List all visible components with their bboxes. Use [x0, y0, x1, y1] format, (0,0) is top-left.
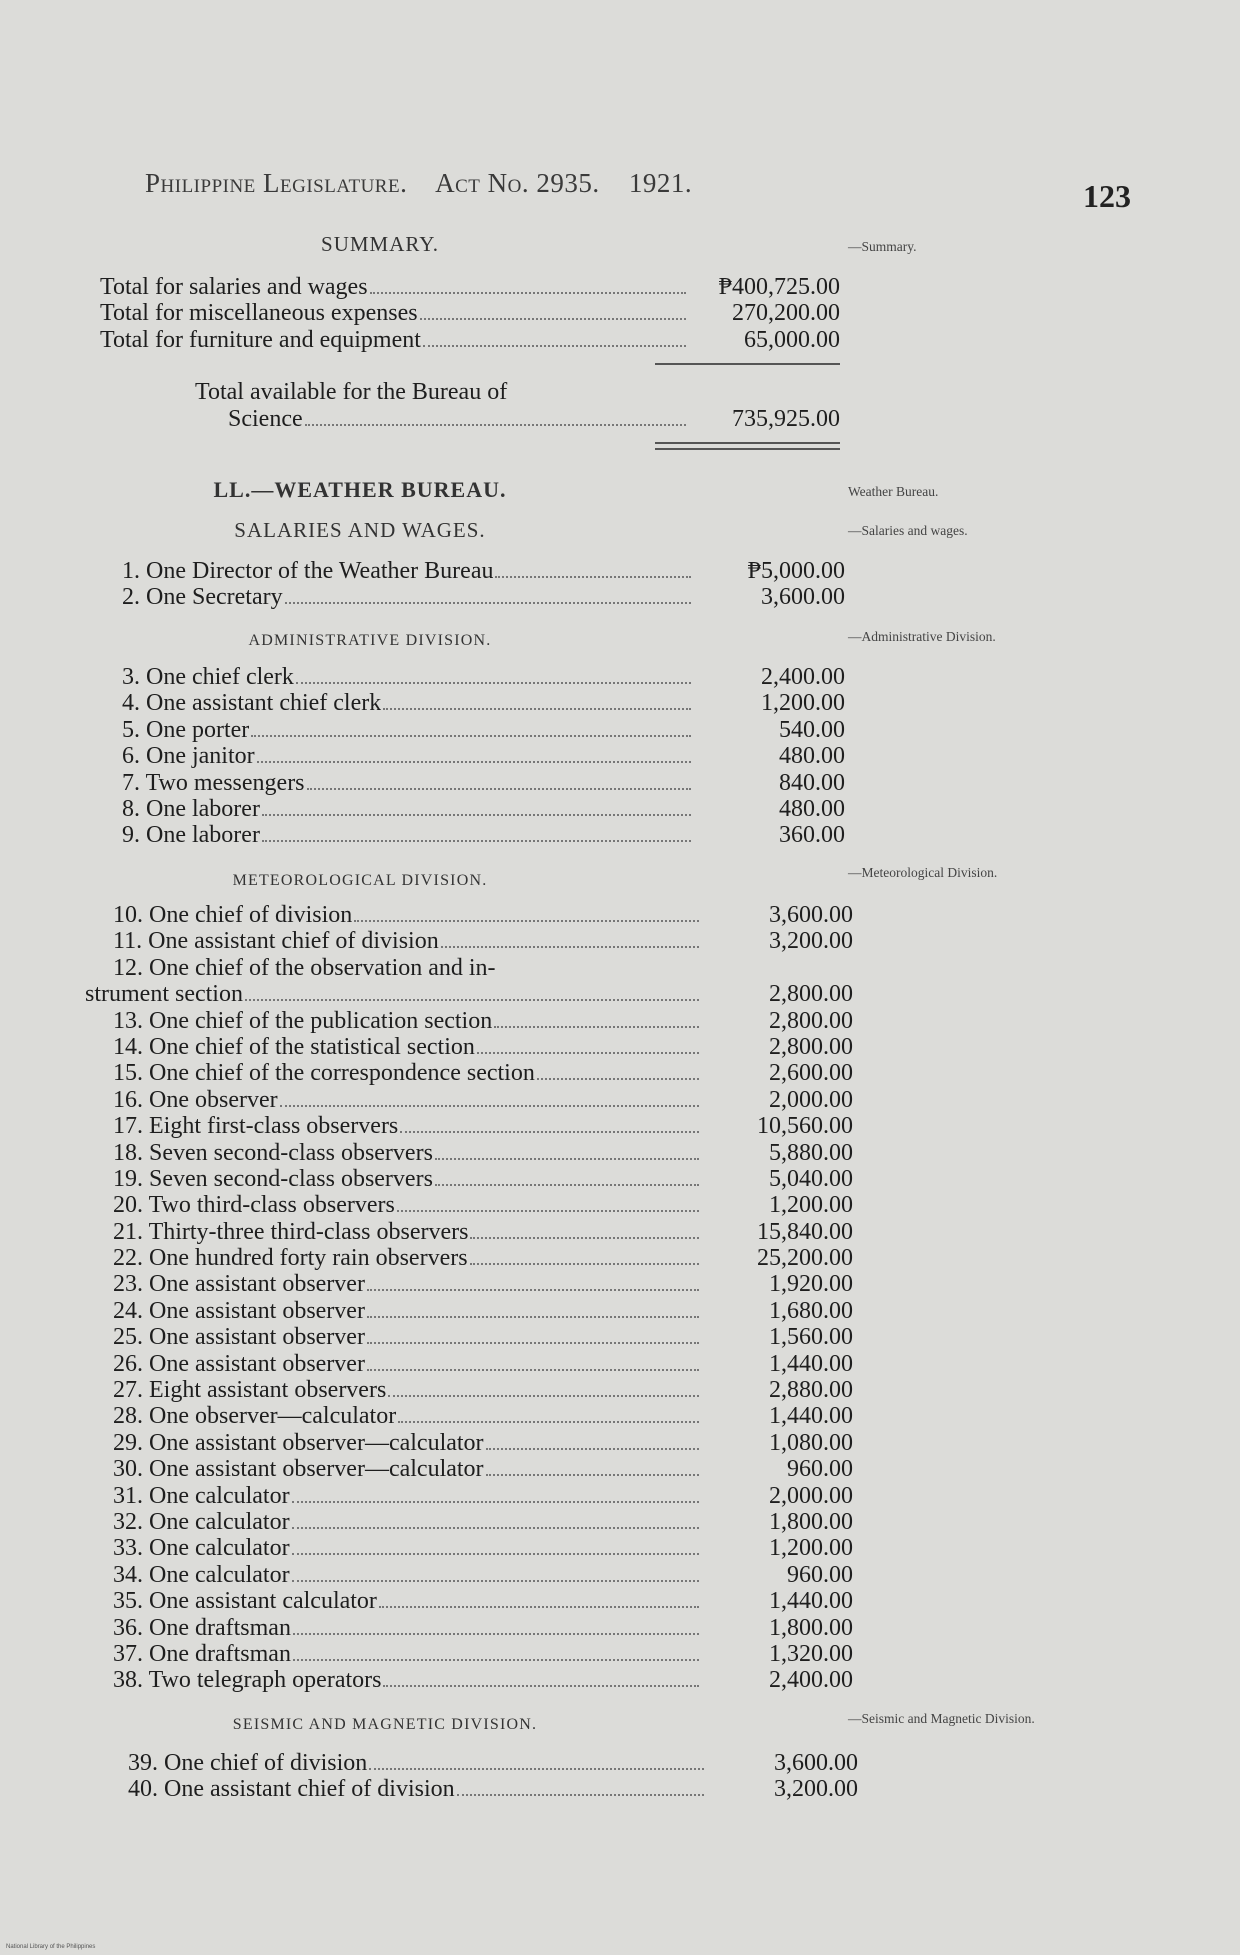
list-item: 38. Two telegraph operators 2,400.00	[113, 1667, 853, 1694]
list-item: 6. One janitor 480.00	[122, 743, 845, 770]
list-item: 28. One observer—calculator 1,440.00	[113, 1403, 853, 1430]
summary-row	[100, 274, 840, 300]
list-item: 23. One assistant observer 1,920.00	[113, 1271, 853, 1298]
list-item: 14. One chief of the statistical section 2,800.00	[113, 1033, 853, 1060]
salaries-heading-wrap	[100, 518, 680, 543]
salaries-sidenote: —Salaries and wages.	[848, 523, 968, 538]
list-item: 30. One assistant observer—calculator 960.00	[113, 1456, 853, 1483]
row-label: Total for miscellaneous expenses	[100, 300, 418, 327]
page-number: 123	[1083, 178, 1131, 214]
list-item: 36. One draftsman 1,800.00	[113, 1614, 853, 1641]
row-amount: ₱400,725.00	[718, 274, 840, 300]
list-item: 4. One assistant chief clerk 1,200.00	[122, 690, 845, 717]
act-number: Act No. 2935.	[435, 168, 600, 198]
list-item: 1. One Director of the Weather Bureau ₱5,000.00	[122, 558, 845, 584]
dot-leader	[423, 345, 686, 347]
seismic-list	[100, 1750, 858, 1803]
list-item: 11. One assistant chief of division 3,200.00	[113, 928, 853, 955]
list-item: 16. One observer 2,000.00	[113, 1086, 853, 1113]
summary-heading: SUMMARY.	[321, 232, 439, 256]
meteo-heading-wrap	[100, 872, 680, 890]
summary-row	[100, 300, 840, 326]
legislature-title: Philippine Legislature.	[145, 168, 408, 198]
list-item: 31. One calculator 2,000.00	[113, 1482, 853, 1509]
admin-heading: ADMINISTRATIVE DIVISION.	[248, 632, 492, 649]
subtotal-rule	[655, 363, 840, 365]
list-item: 2. One Secretary 3,600.00	[122, 584, 845, 611]
seismic-heading-wrap	[100, 1716, 670, 1734]
row-label: Total for salaries and wages	[100, 274, 368, 300]
bureau-heading-wrap	[100, 477, 680, 503]
list-item: 10. One chief of division 3,600.00	[113, 902, 853, 928]
bureau-sidenote: Weather Bureau.	[848, 484, 939, 499]
list-item: 17. Eight first-class observers 10,560.00	[113, 1113, 853, 1140]
admin-heading-wrap	[100, 632, 680, 650]
summary-sidenote: —Summary.	[848, 239, 917, 254]
seismic-sidenote: —Seismic and Magnetic Division.	[848, 1711, 1035, 1726]
meteo-sidenote: —Meteorological Division.	[848, 865, 998, 880]
admin-list	[100, 664, 845, 849]
list-item: 29. One assistant observer—calculator 1,080.00	[113, 1429, 853, 1456]
list-item: 19. Seven second-class observers 5,040.00	[113, 1165, 853, 1192]
list-item: 37. One draftsman 1,320.00	[113, 1640, 853, 1667]
seismic-heading: SEISMIC AND MAGNETIC DIVISION.	[232, 1716, 538, 1733]
running-head	[145, 168, 692, 199]
total-line1: Total available for the Bureau of	[195, 379, 508, 406]
dot-leader	[305, 424, 686, 426]
list-item: 40. One assistant chief of division 3,200.00	[128, 1776, 858, 1803]
summary-list	[100, 274, 840, 450]
list-item: 32. One calculator 1,800.00	[113, 1508, 853, 1535]
list-item-wrapped: 12. One chief of the observation and in-	[113, 954, 496, 981]
list-item: 20. Two third-class observers 1,200.00	[113, 1192, 853, 1219]
summary-row	[100, 327, 840, 353]
bureau-heading: LL.—WEATHER BUREAU.	[213, 477, 507, 502]
list-item: 7. Two messengers 840.00	[122, 769, 845, 796]
total-rule	[655, 442, 840, 450]
list-item: 3. One chief clerk 2,400.00	[122, 664, 845, 690]
list-item: 25. One assistant observer 1,560.00	[113, 1324, 853, 1351]
list-item: 39. One chief of division 3,600.00	[128, 1750, 858, 1776]
dot-leader	[370, 292, 686, 294]
act-year: 1921.	[628, 168, 693, 198]
list-item: 26. One assistant observer 1,440.00	[113, 1350, 853, 1377]
bureau-list	[100, 558, 845, 611]
total-line2: Science 735,925.00	[228, 405, 840, 432]
list-item: 5. One porter 540.00	[122, 716, 845, 743]
meteo-list	[85, 902, 853, 1694]
list-item: 34. One calculator 960.00	[113, 1561, 853, 1588]
list-item: 15. One chief of the correspondence section 2,600.00	[113, 1060, 853, 1087]
list-item: 8. One laborer 480.00	[122, 795, 845, 822]
row-amount: 65,000.00	[744, 326, 840, 353]
list-item: 9. One laborer 360.00	[122, 822, 845, 849]
list-item: 24. One assistant observer 1,680.00	[113, 1297, 853, 1324]
scan-credit: National Library of the Philippines	[6, 1944, 96, 1950]
list-item: 21. Thirty-three third-class observers 15,840.00	[113, 1218, 853, 1245]
list-item: 22. One hundred forty rain observers 25,200.00	[113, 1245, 853, 1272]
list-item: 13. One chief of the publication section 2,800.00	[113, 1007, 853, 1034]
row-amount: 270,200.00	[732, 300, 840, 327]
meteo-heading: METEOROLOGICAL DIVISION.	[232, 872, 488, 889]
list-item: 27. Eight assistant observers 2,880.00	[113, 1377, 853, 1404]
list-item-continuation: strument section 2,800.00	[85, 981, 853, 1008]
salaries-heading: SALARIES AND WAGES.	[234, 518, 486, 542]
list-item: 33. One calculator 1,200.00	[113, 1535, 853, 1562]
list-item: 18. Seven second-class observers 5,880.00	[113, 1139, 853, 1166]
summary-section	[100, 232, 680, 257]
total-amount: 735,925.00	[732, 405, 840, 432]
admin-sidenote: —Administrative Division.	[848, 629, 996, 644]
list-item: 35. One assistant calculator 1,440.00	[113, 1588, 853, 1615]
row-label: Total for furniture and equipment	[100, 326, 421, 353]
dot-leader	[420, 318, 686, 320]
